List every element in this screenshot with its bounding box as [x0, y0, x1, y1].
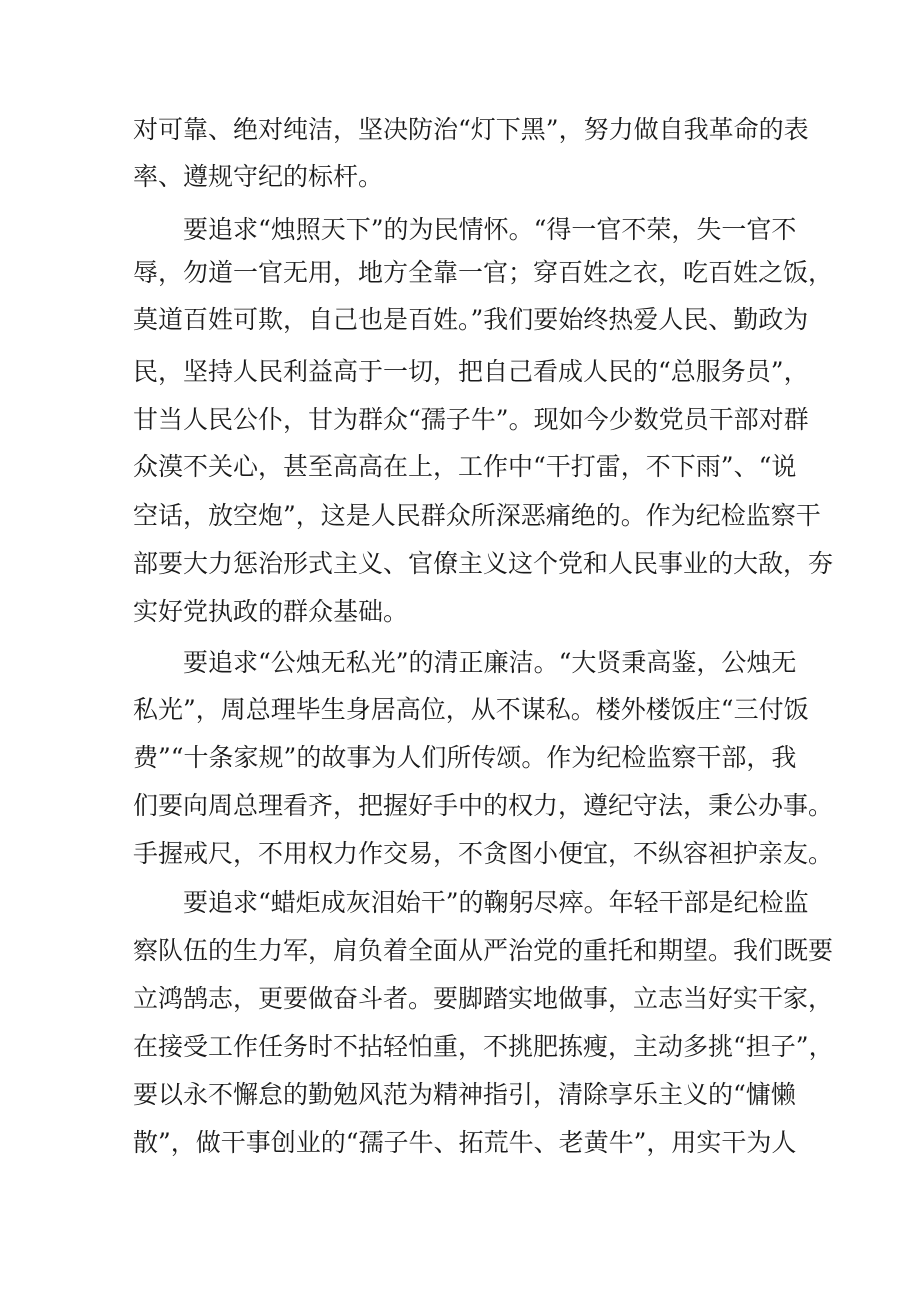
line-text: 部要大力惩治形式主义、官僚主义这个党和人民事业的大敌，夯 [133, 549, 834, 578]
line-text: 要追求“烛照天下”的为民情怀。“得一官不荣，失一官不 [183, 215, 797, 244]
line-text: 对可靠、绝对纯洁，坚决防治“灯下黑”，努力做自我革命的表 [133, 115, 809, 144]
paragraph-start-line [0, 210, 920, 250]
text-line [0, 834, 920, 874]
text-line [0, 253, 920, 293]
text-line [0, 544, 920, 584]
line-text: 费”“十条家规”的故事为人们所传颂。作为纪检监察干部，我 [133, 743, 797, 772]
text-line [0, 1075, 920, 1115]
line-text: 要追求“蜡炬成灰泪始干”的鞠躬尽瘁。年轻干部是纪检监 [183, 888, 809, 917]
text-line [0, 592, 920, 632]
line-text: 辱，勿道一官无用，地方全靠一官；穿百姓之衣，吃百姓之饭， [133, 258, 834, 287]
line-text: 空话，放空炮”，这是人民群众所深恶痛绝的。作为纪检监察干 [133, 501, 821, 530]
text-line [0, 690, 920, 730]
line-text: 甘当人民公仆，甘为群众“孺子牛”。现如今少数党员干部对群 [133, 405, 809, 434]
text-line [0, 400, 920, 440]
text-line [0, 1123, 920, 1163]
line-text: 手握戒尺，不用权力作交易，不贪图小便宜，不纵容袒护亲友。 [133, 839, 834, 868]
text-line [0, 786, 920, 826]
line-text: 要追求“公烛无私光”的清正廉洁。“大贤秉高鉴，公烛无 [183, 648, 797, 677]
line-text: 在接受工作任务时不拈轻怕重，不挑肥拣瘦，主动多挑“担子”， [133, 1032, 834, 1061]
paragraph-start-line [0, 883, 920, 923]
text-line [0, 157, 920, 197]
text-line [0, 447, 920, 487]
text-line [0, 979, 920, 1019]
text-line [0, 931, 920, 971]
line-text: 要以永不懈怠的勤勉风范为精神指引，清除享乐主义的“慵懒 [133, 1080, 796, 1109]
line-text: 莫道百姓可欺，自己也是百姓。”我们要始终热爱人民、勤政为 [133, 305, 809, 334]
text-line [0, 496, 920, 536]
line-text: 私光”，周总理毕生身居高位，从不谋私。楼外楼饭庄“三付饭 [133, 695, 809, 724]
text-line [0, 110, 920, 150]
line-text: 民，坚持人民利益高于一切，把自己看成人民的“总服务员”， [133, 357, 809, 386]
line-text: 率、遵规守纪的标杆。 [133, 162, 384, 191]
text-line [0, 738, 920, 778]
line-text: 众漠不关心，甚至高高在上，工作中“干打雷，不下雨”、“说 [133, 452, 797, 481]
line-text: 们要向周总理看齐，把握好手中的权力，遵纪守法，秉公办事。 [133, 791, 834, 820]
line-text: 立鸿鹄志，更要做奋斗者。要脚踏实地做事，立志当好实干家， [133, 984, 834, 1013]
line-text: 察队伍的生力军，肩负着全面从严治党的重托和期望。我们既要 [133, 936, 834, 965]
paragraph-start-line [0, 643, 920, 683]
line-text: 实好党执政的群众基础。 [133, 597, 409, 626]
text-line [0, 1027, 920, 1067]
text-line [0, 300, 920, 340]
line-text: 散”，做干事创业的“孺子牛、拓荒牛、老黄牛”，用实干为人 [133, 1128, 797, 1157]
text-line [0, 352, 920, 392]
